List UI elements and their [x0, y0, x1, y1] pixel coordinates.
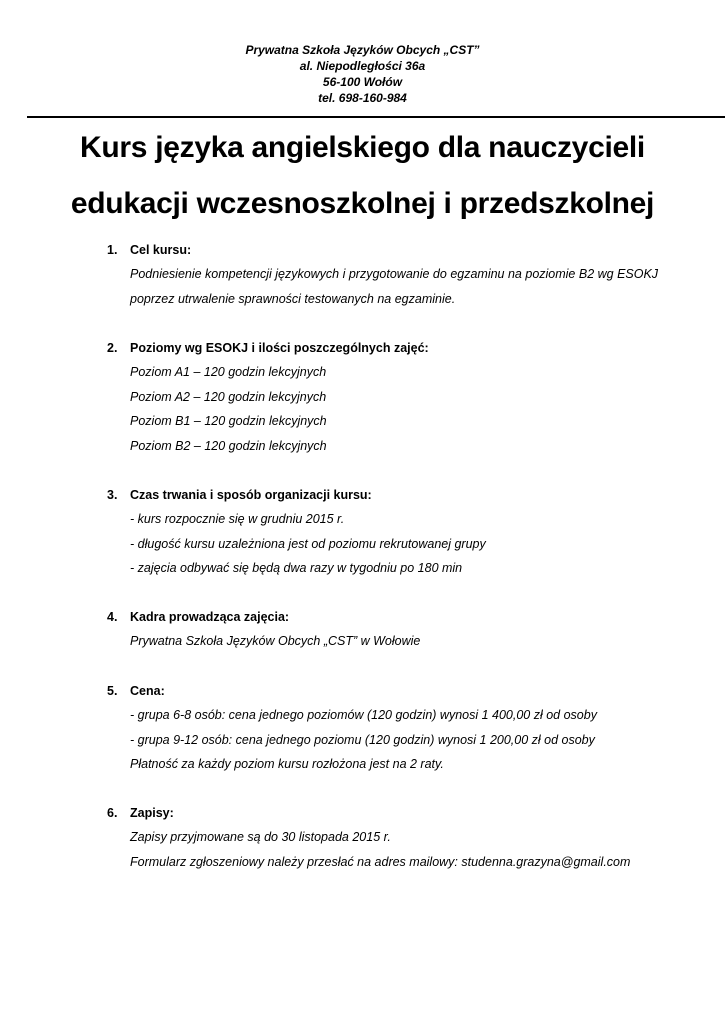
school-address: al. Niepodległości 36a	[299, 59, 426, 73]
section-title: Cel kursu:	[130, 243, 192, 257]
section-number: 3.	[107, 488, 118, 502]
section-line: Poziom A1 – 120 godzin lekcyjnych	[130, 365, 327, 379]
section-heading	[107, 679, 687, 703]
school-phone: tel. 698-160-984	[318, 91, 407, 105]
section-staff	[107, 605, 687, 654]
section-line: - grupa 6-8 osób: cena jednego poziomów (120 godzin) wynosi 1 400,00 zł od osoby	[130, 708, 597, 722]
section-levels	[107, 336, 687, 458]
section-number: 4.	[107, 610, 118, 624]
section-line: Płatność za każdy poziom kursu rozłożona jest na 2 raty.	[130, 757, 444, 771]
section-line: Poziom B2 – 120 godzin lekcyjnych	[130, 438, 327, 453]
section-price	[107, 679, 687, 777]
section-line: - kurs rozpocznie się w grudniu 2015 r.	[130, 512, 345, 526]
section-heading	[107, 483, 687, 507]
section-line: - grupa 9-12 osób: cena jednego poziomu (120 godzin) wynosi 1 200,00 zł od osoby	[130, 732, 595, 747]
section-line: Podniesienie kompetencji językowych i przygotowanie do egzaminu na poziomie B2 wg ESOKJ	[130, 267, 659, 281]
section-heading	[107, 336, 687, 360]
section-registration	[107, 801, 687, 874]
section-title: Zapisy:	[130, 806, 174, 820]
section-line: Formularz zgłoszeniowy należy przesłać na adres mailowy: studenna.grazyna@gmail.com	[130, 854, 631, 869]
section-heading	[107, 238, 687, 262]
section-course-goal	[107, 238, 687, 311]
school-name: Prywatna Szkoła Języków Obcych „CST”	[245, 43, 480, 57]
letterhead	[0, 42, 725, 106]
section-line: Prywatna Szkoła Języków Obcych „CST” w Wołowie	[130, 634, 421, 648]
section-title: Cena:	[130, 684, 165, 698]
section-title: Poziomy wg ESOKJ i ilości poszczególnych zajęć:	[130, 341, 429, 355]
section-number: 1.	[107, 243, 118, 257]
document-title-line-1: Kurs języka angielskiego dla nauczycieli	[80, 131, 645, 164]
section-line: Poziom A2 – 120 godzin lekcyjnych	[130, 389, 327, 404]
section-duration	[107, 483, 687, 581]
section-title: Kadra prowadząca zajęcia:	[130, 610, 290, 624]
section-title: Czas trwania i sposób organizacji kursu:	[130, 488, 372, 502]
section-line: Zapisy przyjmowane są do 30 listopada 2015 r.	[130, 830, 391, 844]
section-line: - zajęcia odbywać się będą dwa razy w tygodniu po 180 min	[130, 561, 463, 575]
document-title-line-2: edukacji wczesnoszkolnej i przedszkolnej	[70, 187, 655, 220]
section-line: Poziom B1 – 120 godzin lekcyjnych	[130, 414, 327, 428]
section-line: - długość kursu uzależniona jest od poziomu rekrutowanej grupy	[130, 536, 486, 551]
section-number: 6.	[107, 806, 118, 820]
section-number: 2.	[107, 341, 118, 355]
section-heading	[107, 605, 687, 629]
school-city: 56-100 Wołów	[322, 75, 403, 89]
header-divider	[27, 116, 725, 118]
section-heading	[107, 801, 687, 825]
section-number: 5.	[107, 684, 118, 698]
section-line: poprzez utrwalenie sprawności testowanych na egzaminie.	[130, 291, 456, 306]
